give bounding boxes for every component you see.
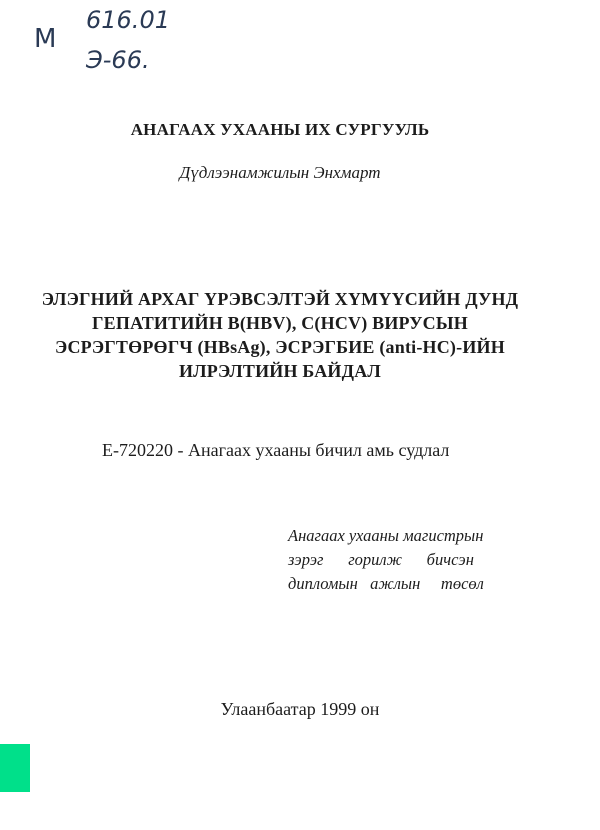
thesis-line: Анагаах ухааны магистрын bbox=[288, 526, 484, 545]
thesis-description bbox=[288, 524, 484, 596]
university-name: АНАГААХ УХААНЫ ИХ СУРГУУЛЬ bbox=[130, 120, 430, 139]
place-and-year: Улаанбаатар 1999 он bbox=[220, 699, 380, 719]
title-line: ЭЛЭГНИЙ АРХАГ ҮРЭВСЭЛТЭЙ ХҮМҮҮСИЙН ДУНД bbox=[41, 289, 519, 309]
handwritten-catalog-number: 616.01 bbox=[86, 6, 170, 34]
thesis-line: дипломын ажлын төсөл bbox=[288, 574, 484, 593]
handwritten-catalog-letter: М bbox=[34, 24, 57, 54]
green-index-tab bbox=[0, 744, 30, 792]
thesis-line: зэрэг горилж бичсэн bbox=[288, 550, 474, 569]
author-name: Дүдлээнамжилын Энхмарт bbox=[179, 163, 381, 182]
specialty-code: Е-720220 - Анагаах ухааны бичил амь судлал bbox=[102, 440, 450, 460]
title-line: ГЕПАТИТИЙН В(HBV), С(HCV) ВИРУСЫН bbox=[92, 313, 468, 333]
title-line: ИЛРЭЛТИЙН БАЙДАЛ bbox=[178, 361, 382, 381]
handwritten-catalog-code: Э-66. bbox=[86, 46, 150, 74]
title-line: ЭСРЭГТӨРӨГЧ (HBsAg), ЭСРЭГБИЕ (anti-HC)-ИЙН bbox=[55, 337, 505, 357]
thesis-title bbox=[0, 287, 560, 383]
